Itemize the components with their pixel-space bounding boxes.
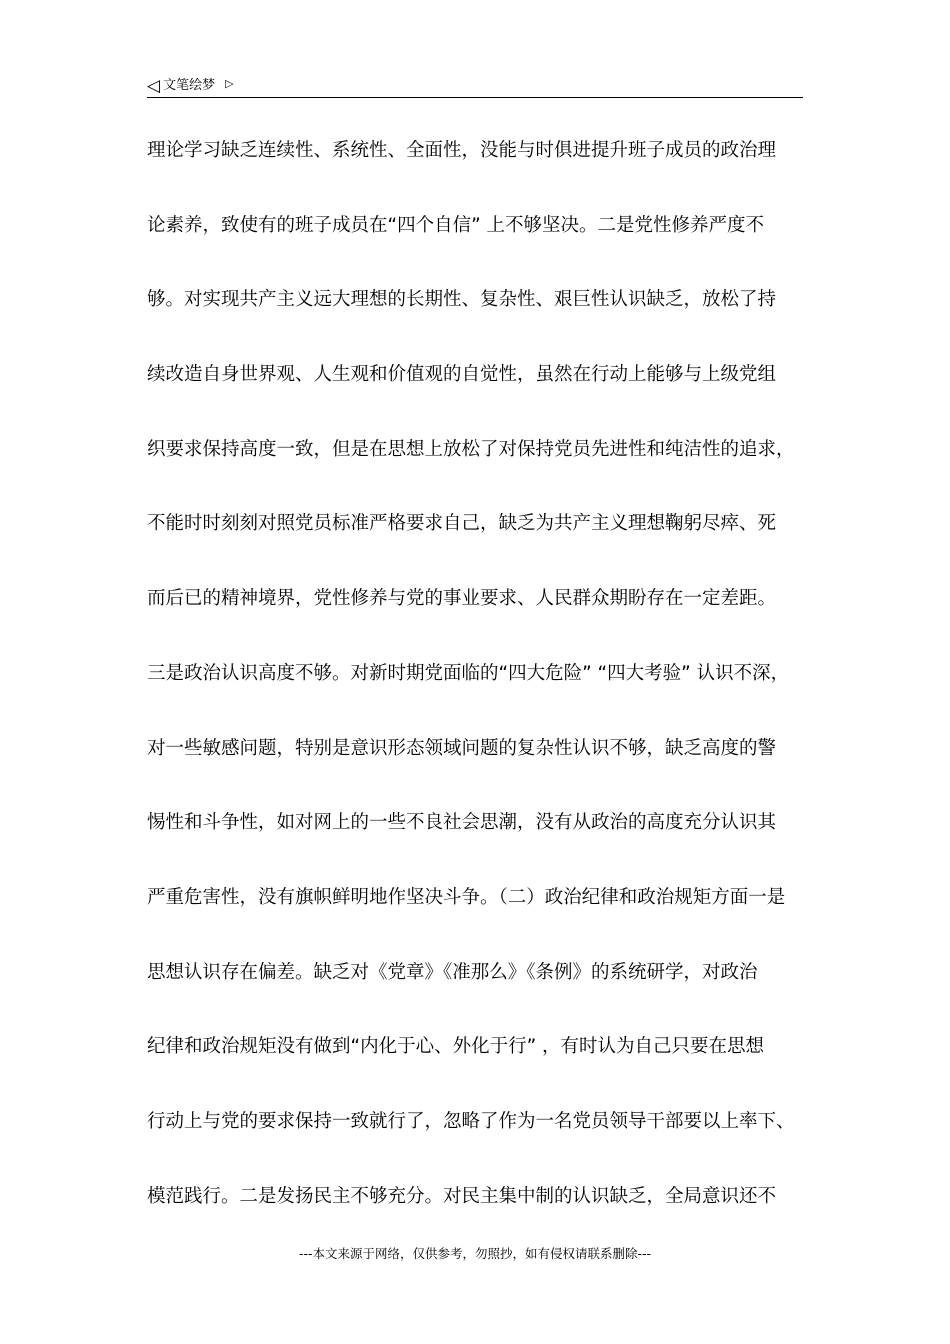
body-line: 理论学习缺乏连续性、系统性、全面性，没能与时俱进提升班子成员的政治理 bbox=[147, 140, 777, 161]
body-line: 而后已的精神境界，党性修养与党的事业要求、人民群众期盼存在一定差距。 bbox=[147, 588, 777, 610]
body-line: 够。对实现共产主义远大理想的长期性、复杂性、艰巨性认识缺乏，放松了持 bbox=[147, 289, 777, 311]
body-line: 行动上与党的要求保持一致就行了，忽略了作为一名党员领导干部要以上率下、 bbox=[147, 1110, 795, 1132]
document-body bbox=[147, 132, 827, 1252]
body-line: 对一些敏感问题，特别是意识形态领域问题的复杂性认识不够，缺乏高度的警 bbox=[147, 737, 777, 759]
left-triangle-icon: ◁ bbox=[147, 76, 161, 96]
body-line: 续改造自身世界观、人生观和价值观的自觉性，虽然在行动上能够与上级党组 bbox=[147, 364, 777, 386]
body-line: 不能时时刻刻对照党员标准严格要求自己，缺乏为共产主义理想鞠躬尽瘁、死 bbox=[147, 513, 777, 535]
body-line: 三是政治认识高度不够。对新时期党面临的“四大危险” “四大考验” 认识不深， bbox=[147, 662, 790, 684]
body-line: 严重危害性，没有旗帜鲜明地作坚决斗争。（二）政治纪律和政治规矩方面一是 bbox=[147, 886, 786, 908]
body-line: 论素养，致使有的班子成员在“四个自信” 上不够坚决。二是党性修养严度不 bbox=[147, 214, 765, 236]
body-line: 思想认识存在偏差。缺乏对《党章》《准那么》《条例》的系统研学，对政治 bbox=[147, 961, 758, 983]
body-line: 模范践行。二是发扬民主不够充分。对民主集中制的认识缺乏，全局意识还不 bbox=[147, 1185, 777, 1207]
body-line: 纪律和政治规矩没有做到“内化于心、外化于行” ，有时认为自己只要在思想 bbox=[147, 1036, 765, 1058]
header-title: 文笔绘梦 bbox=[163, 78, 216, 93]
footer-notice: ---本文来源于网络，仅供参考，勿照抄，如有侵权请联系删除--- bbox=[298, 1246, 652, 1261]
page-header bbox=[147, 74, 803, 98]
header-divider bbox=[147, 97, 803, 98]
body-line: 惕性和斗争性，如对网上的一些不良社会思潮，没有从政治的高度充分认识其 bbox=[147, 812, 777, 834]
body-line: 织要求保持高度一致，但是在思想上放松了对保持党员先进性和纯洁性的追求， bbox=[147, 438, 795, 460]
right-triangle-icon: ▷ bbox=[225, 77, 234, 90]
